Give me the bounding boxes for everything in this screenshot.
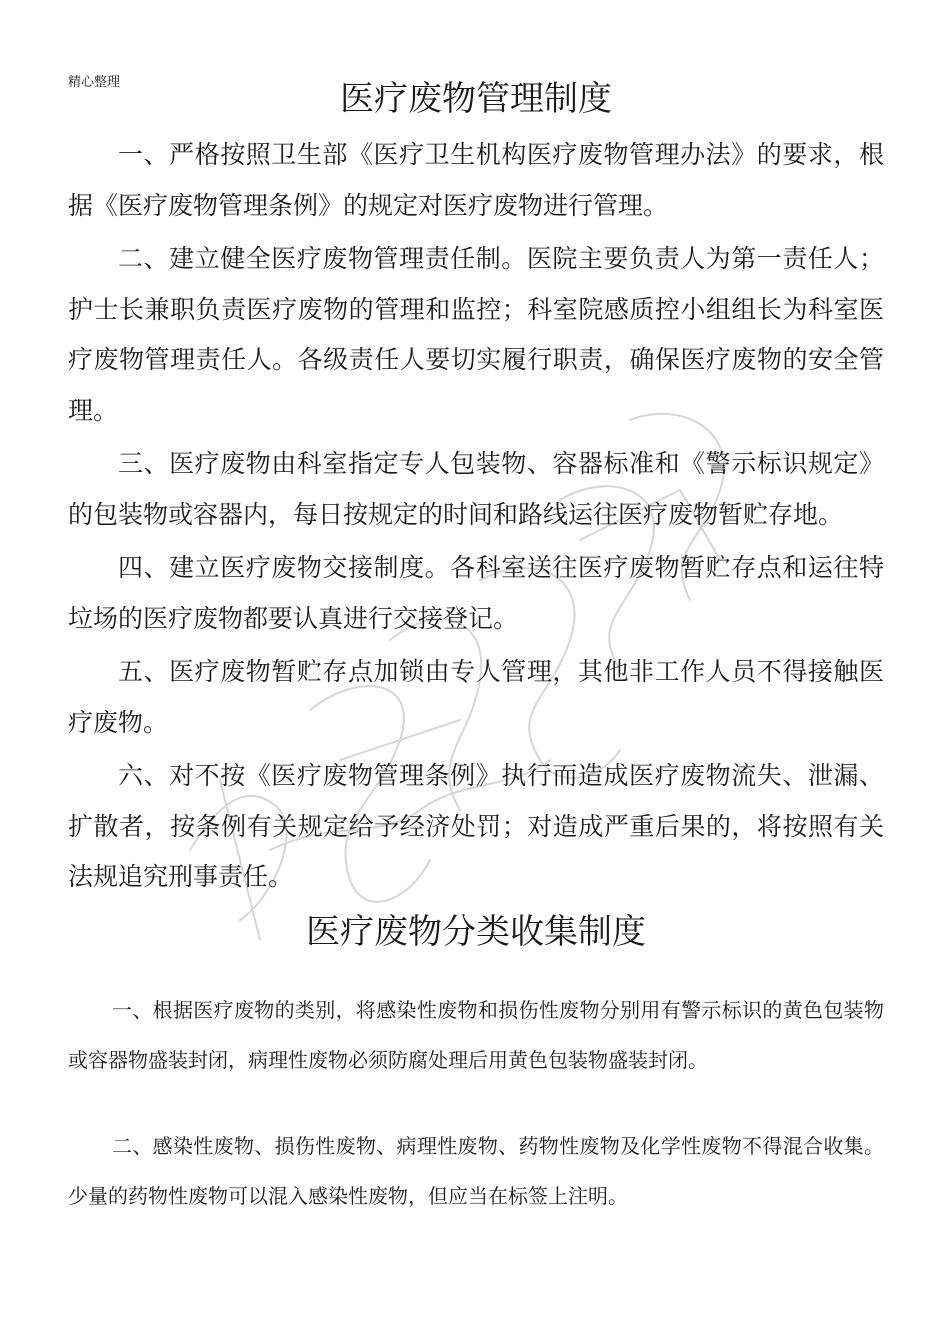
paragraph-1: 一、根据医疗废物的类别，将感染性废物和损伤性废物分别用有警示标识的黄色包装物或容器物盛装封闭，病理性废物必须防腐处理后用黄色包装物盛装封闭。 xyxy=(68,997,884,1072)
paragraph-4: 四、建立医疗废物交接制度。各科室送往医疗废物暂贮存点和运往特垃场的医疗废物都要认真进行交接登记。 xyxy=(68,553,884,633)
paragraph-2: 二、感染性废物、损伤性废物、病理性废物、药物性废物及化学性废物不得混合收集。少量的药物性废物可以混入感染性废物，但应当在标签上注明。 xyxy=(68,1133,884,1208)
paragraph-5: 五、医疗废物暂贮存点加锁由专人管理，其他非工作人员不得接触医疗废物。 xyxy=(68,657,884,737)
section-waste-classification xyxy=(68,909,884,1221)
paragraph-2: 二、建立健全医疗废物管理责任制。医院主要负责人为第一责任人；护士长兼职负责医疗废物的管理和监控；科室院感质控小组组长为科室医疗废物管理责任人。各级责任人要切实履行职责，确保医疗废物的安全管理。 xyxy=(68,244,884,425)
section-title: 医疗废物分类收集制度 xyxy=(306,911,646,952)
document-body xyxy=(68,76,884,1257)
section-title: 医疗废物管理制度 xyxy=(340,79,612,119)
paragraph-3: 三、医疗废物由科室指定专人包装物、容器标准和《警示标识规定》的包装物或容器内，每日按规定的时间和路线运往医疗废物暂贮存地。 xyxy=(68,449,884,529)
paragraph-1: 一、严格按照卫生部《医疗卫生机构医疗废物管理办法》的要求，根据《医疗废物管理条例》的规定对医疗废物进行管理。 xyxy=(68,140,884,220)
section-waste-management xyxy=(68,76,884,903)
paragraph-6: 六、对不按《医疗废物管理条例》执行而造成医疗废物流失、泄漏、扩散者，按条例有关规定给予经济处罚；对造成严重后果的，将按照有关法规追究刑事责任。 xyxy=(68,761,884,891)
header-note: 精心整理 xyxy=(68,75,121,90)
